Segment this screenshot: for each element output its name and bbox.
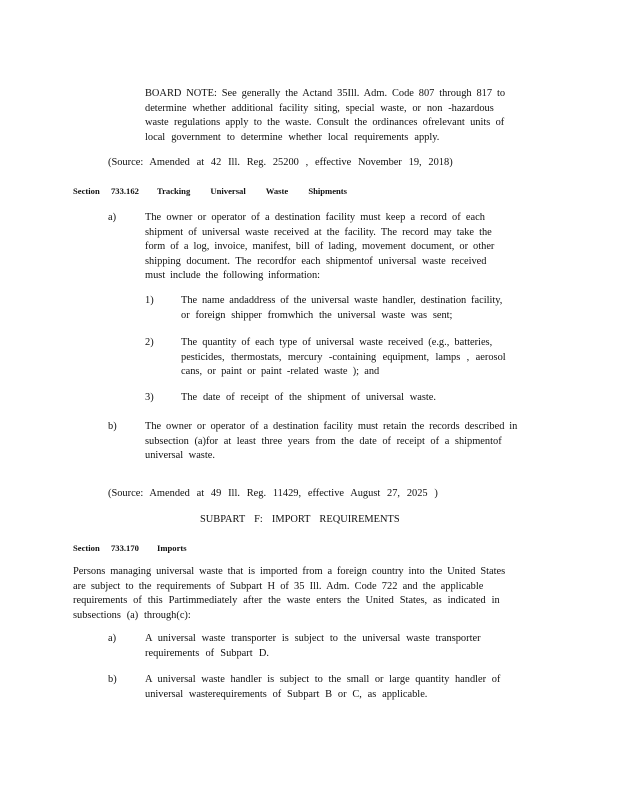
item-3-label: 3) <box>145 392 154 403</box>
source-note: (Source: Amended at 42 Ill. Reg. 25200 , effective November 19, 2018) <box>108 157 453 168</box>
imports-a-line: requirements of Subpart D. <box>145 647 269 659</box>
imports-b-line: A universal waste handler is subject to the small or large quantity handler of <box>145 674 501 685</box>
section-heading <box>73 541 273 555</box>
subsection-b-label: b) <box>108 421 117 432</box>
source-note: (Source: Amended at 49 Ill. Reg. 11429, effective August 27, 2025 ) <box>108 488 438 499</box>
imports-b-line: universal wasterequirements of Subpart B or C, as applicable. <box>145 688 428 700</box>
subpart-heading: SUBPART F: IMPORT REQUIREMENTS <box>200 514 400 525</box>
item-2-text <box>181 336 506 380</box>
imports-intro-line: are subject to the requirements of Subpart H of 35 Ill. Adm. Code 722 and the applicable <box>73 580 484 592</box>
subsection-b-line: The owner or operator of a destination facility must retain the records described in <box>145 421 518 432</box>
item-2-line: cans, or paint or paint -related waste ); and <box>181 366 380 378</box>
section-word: Section <box>73 186 100 196</box>
item-2-line: The quantity of each type of universal waste received (e.g., batteries, <box>181 337 493 348</box>
section-heading <box>73 184 373 198</box>
item-2-line: pesticides, thermostats, mercury -containing equipment, lamps , aerosol <box>181 351 506 363</box>
subsection-a-line: shipment of universal waste received at the facility. The record may take the <box>145 226 492 238</box>
item-1-line: The name andaddress of the universal waste handler, destination facility, <box>181 295 503 306</box>
subsection-a-line: must include the following information: <box>145 270 321 282</box>
imports-a-text <box>145 632 481 661</box>
item-3-text <box>181 391 436 406</box>
imports-a-label: a) <box>108 633 117 644</box>
imports-b-label: b) <box>108 674 117 685</box>
section-title: Tracking Universal Waste Shipments <box>157 186 348 196</box>
subsection-a-line: form of a log, invoice, manifest, bill of lading, movement document, or other <box>145 241 495 253</box>
item-1-label: 1) <box>145 295 154 306</box>
imports-intro-line: subsections (a) through(c): <box>73 609 191 621</box>
subsection-b-line: universal waste. <box>145 450 215 462</box>
subsection-a-text <box>145 211 494 284</box>
section-title: Imports <box>157 543 187 553</box>
subsection-a-line: The owner or operator of a destination facility must keep a record of each <box>145 212 485 223</box>
item-3-line: The date of receipt of the shipment of universal waste. <box>181 392 437 403</box>
subsection-b-text <box>145 420 517 464</box>
item-1-line: or foreign shipper fromwhich the universal waste was sent; <box>181 309 453 321</box>
section-number: 733.170 <box>111 543 139 553</box>
item-2-label: 2) <box>145 337 154 348</box>
item-1-text <box>181 294 502 323</box>
section-word: Section <box>73 543 100 553</box>
subsection-b-line: subsection (a)for at least three years from the date of receipt of a shipmentof <box>145 435 502 447</box>
subsection-a-label: a) <box>108 212 117 223</box>
imports-intro-line: requirements of this Partimmediately after the waste enters the United States, as indicated in <box>73 595 500 607</box>
imports-b-text <box>145 673 500 702</box>
board-note-line: BOARD NOTE: See generally the Actand 35Ill. Adm. Code 807 through 817 to <box>145 88 506 99</box>
board-note <box>145 87 545 145</box>
board-note-line: determine whether additional facility siting, special waste, or non -hazardous <box>145 102 494 114</box>
board-note-line: local government to determine whether local requirements apply. <box>145 131 440 143</box>
imports-intro <box>73 565 505 623</box>
board-note-line: waste regulations apply to the waste. Consult the ordinances ofrelevant units of <box>145 117 505 129</box>
subsection-a-line: shipping document. The recordfor each shipmentof universal waste received <box>145 255 487 267</box>
imports-a-line: A universal waste transporter is subject to the universal waste transporter <box>145 633 481 644</box>
section-number: 733.162 <box>111 186 139 196</box>
imports-intro-line: Persons managing universal waste that is imported from a foreign country into the United States <box>73 566 506 577</box>
